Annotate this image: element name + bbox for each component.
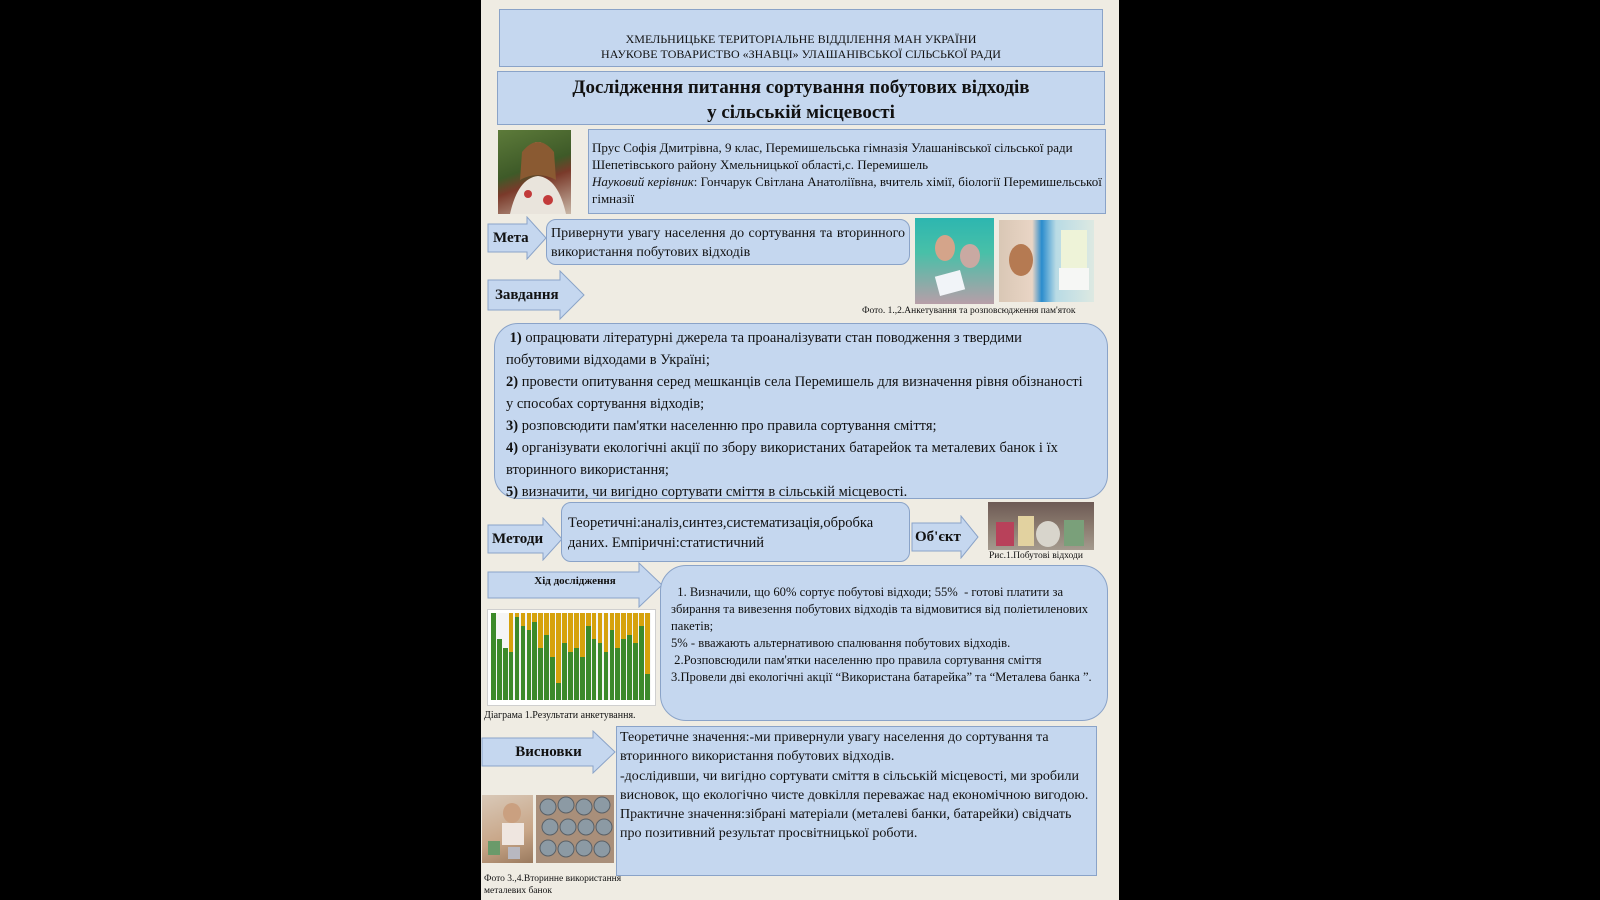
chart-bar-21-series-2: [610, 613, 615, 630]
photo-survey-2: [999, 220, 1094, 302]
task-4: 4) організувати екологічні акції по збору використаних батарейок та металевих банок і їх вторинного використання;: [506, 440, 1058, 478]
chart-bar-20-series-2: [604, 613, 609, 652]
chart-bar-27-series-1: [645, 674, 650, 700]
chart-bar-16-series-1: [580, 657, 585, 701]
poster: [481, 0, 1119, 900]
task-5: 5) визначити, чи вигідно сортувати сміття в сільській місцевості.: [506, 484, 908, 500]
conclusions-arrow: [481, 730, 616, 774]
progress-item-2: 5% - вважають альтернативою спалювання побутових відходів.: [671, 636, 1011, 650]
survey-chart: [487, 609, 656, 706]
task-1: 1) опрацювати літературні джерела та проаналізувати стан поводження з твердими побутовими відходами в Україні;: [506, 330, 1022, 368]
object-label: Об'єкт: [915, 528, 961, 545]
photo-survey-1: [915, 218, 994, 304]
page-title-line-2: у сільській місцевості: [707, 102, 895, 123]
chart-bar-13-series-1: [562, 643, 567, 700]
progress-arrow: [487, 562, 663, 608]
chart-bar-14-series-1: [568, 652, 573, 700]
conclusion-line-2: -дослідивши, чи вигідно сортувати сміття в сільській місцевості, ми зробили висновок, що екологічно чисте довкілля переважає над економічною вигодою.: [620, 768, 1089, 803]
chart-bar-18-series-1: [592, 639, 597, 700]
chart-bar-9-series-2: [538, 613, 543, 648]
chart-bar-14-series-2: [568, 613, 573, 652]
task-2: 2) провести опитування серед мешканців села Перемишель для визначення рівня обізнаності у способах сортування відходів;: [506, 374, 1083, 412]
chart-bar-13-series-2: [562, 613, 567, 643]
author-line: Прус Софія Дмитрівна, 9 клас, Перемишельська гімназія Улашанівської сільської ради Шепетівського району Хмельницької області,с. Перемишель: [592, 140, 1073, 172]
author-photo: [498, 130, 571, 214]
chart-bar-4-series-1: [509, 652, 514, 700]
photo-caption-3: Фото 3.,4.Вторинне використання металевих банок: [484, 874, 622, 896]
header-line-1: ХМЕЛЬНИЦЬКЕ ТЕРИТОРІАЛЬНЕ ВІДДІЛЕННЯ МАН УКРАЇНИ: [625, 32, 977, 46]
chart-bar-26-series-2: [639, 613, 644, 626]
conclusions-label: Висновки: [515, 743, 582, 760]
supervisor-label: Науковий керівник: [592, 174, 694, 189]
header-line-2: НАУКОВЕ ТОВАРИСТВО «ЗНАВЦІ» УЛАШАНІВСЬКОЇ СІЛЬСЬКОЇ РАДИ: [601, 47, 1001, 61]
title-box: [497, 71, 1105, 125]
chart-bar-23-series-2: [621, 613, 626, 639]
chart-bar-12-series-1: [556, 683, 561, 700]
chart-bar-9-series-1: [538, 648, 543, 700]
chart-bar-19-series-1: [598, 643, 603, 700]
tasks-label: Завдання: [495, 286, 559, 303]
chart-bar-24-series-2: [627, 613, 632, 635]
chart-bar-18-series-2: [592, 613, 597, 639]
progress-label: Хід дослідження: [534, 575, 616, 587]
goal-arrow: [487, 216, 547, 260]
page-title-line-1: Дослідження питання сортування побутових відходів: [572, 77, 1030, 98]
goal-text: Привернути увагу населення до сортування та вторинного використання побутових відходів: [551, 226, 905, 260]
methods-arrow: [487, 517, 563, 561]
chart-bar-11-series-2: [550, 613, 555, 657]
methods-box: [561, 502, 910, 562]
chart-bar-15-series-1: [574, 648, 579, 700]
chart-bar-5-series-1: [515, 617, 520, 700]
conclusions-box: [616, 726, 1097, 876]
task-3: 3) розповсюдити пам'ятки населенню про правила сортування сміття;: [506, 418, 937, 434]
supervisor-text: : Гончарук Світлана Анатоліївна, вчитель хімії, біології Перемишельської гімназії: [592, 174, 1102, 206]
chart-bar-10-series-1: [544, 635, 549, 700]
chart-bar-27-series-2: [645, 613, 650, 674]
progress-box: [660, 565, 1108, 721]
conclusion-line-3: Практичне значення:зібрані матеріали (металеві банки, батарейки) свідчать про позитивний результат просвітницької роботи.: [620, 807, 1072, 842]
chart-bar-23-series-1: [621, 639, 626, 700]
tasks-box: [494, 323, 1108, 499]
chart-bar-25-series-1: [633, 643, 638, 700]
chart-bar-7-series-1: [527, 630, 532, 700]
chart-bar-12-series-2: [556, 613, 561, 683]
photo-caption-1: Фото. 1.,2.Анкетування та розповсюдження пам'яток: [862, 306, 1076, 316]
chart-bar-2-series-1: [497, 639, 502, 700]
chart-bar-25-series-2: [633, 613, 638, 643]
photo-cans-2: [536, 795, 614, 863]
chart-bar-1-series-1: [491, 613, 496, 700]
author-portrait-icon: [498, 130, 571, 214]
methods-text: Теоретичні:аналіз,синтез,систематизація,обробка даних. Емпіричні:статистичний: [568, 515, 874, 551]
chart-bar-6-series-2: [521, 613, 526, 626]
chart-plot-area: [491, 613, 651, 700]
chart-bar-3-series-1: [503, 648, 508, 700]
goal-label: Мета: [493, 229, 529, 246]
object-photo: [988, 502, 1094, 550]
chart-bar-5-series-2: [515, 613, 520, 617]
chart-bar-19-series-2: [598, 613, 603, 643]
goal-box: [546, 219, 910, 265]
chart-bar-24-series-1: [627, 635, 632, 700]
chart-bar-22-series-2: [615, 613, 620, 648]
chart-bar-15-series-2: [574, 613, 579, 648]
photo-cans-1: [482, 795, 533, 863]
chart-bar-16-series-2: [580, 613, 585, 657]
chart-bar-8-series-2: [532, 613, 537, 622]
chart-bar-7-series-2: [527, 613, 532, 630]
object-arrow: [911, 515, 979, 559]
diagram-caption: Діаграма 1.Результати анкетування.: [484, 710, 636, 721]
chart-bar-11-series-1: [550, 657, 555, 701]
progress-item-3: 2.Розповсюдили пам'ятки населенню про правила сортування сміття: [671, 653, 1042, 667]
tasks-arrow: [487, 270, 585, 320]
chart-bar-6-series-1: [521, 626, 526, 700]
chart-bar-20-series-1: [604, 652, 609, 700]
chart-bar-21-series-1: [610, 630, 615, 700]
progress-item-1: 1. Визначили, що 60% сортує побутові відходи; 55% - готові платити за збирання та вивезення побутових відходів та відмовитися від поліетиленових пакетів;: [671, 585, 1092, 633]
chart-bar-4-series-2: [509, 613, 514, 652]
progress-item-4: 3.Провели дві екологічні акції “Використана батарейка” та “Металева банка ”.: [671, 670, 1092, 684]
chart-bar-17-series-1: [586, 626, 591, 700]
conclusion-line-1: Теоретичне значення:-ми привернули увагу населення до сортування та вторинного використання побутових відходів.: [620, 730, 1049, 765]
chart-bar-10-series-2: [544, 613, 549, 635]
chart-bar-17-series-2: [586, 613, 591, 626]
object-caption: Рис.1.Побутові відходи: [989, 551, 1083, 561]
methods-label: Методи: [492, 530, 544, 547]
chart-bar-8-series-1: [532, 622, 537, 700]
chart-bar-22-series-1: [615, 648, 620, 700]
header-box: [499, 9, 1103, 67]
author-box: [588, 129, 1106, 214]
chart-bar-26-series-1: [639, 626, 644, 700]
